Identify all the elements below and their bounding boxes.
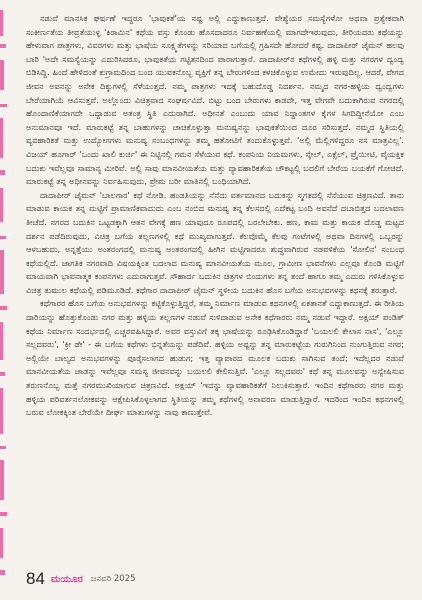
article-body <box>26 12 404 560</box>
page-footer <box>26 568 404 590</box>
page-number: 84 <box>26 569 45 588</box>
issue-date: ಜನವರಿ 2025 <box>90 574 136 584</box>
article-paragraph: ನಡುವೆ ಮಾನಸಿಕ ಘರ್ಷಣೆ ಇದ್ದರೂ 'ಭಾವುಕತೆ'ಯ ನಷ್ಟ ಅಲ್ಲಿ ಎದ್ದುಕಾಣುತ್ತದೆ. ವೇಶ್ಯೆಯರ ಸಮಸ್ಯೆಗಳೋ ಅಥವಾ ಪ್ರತ್ಯೇಕವಾಗಿ ಸಂಕೀರ್ಣತೆಯ ತೀವ್ರತೆಯುಳ್ಳ 'ಕಿರಾಮಿನ' ಕಥೆಯ ವಸ್ತು ಕೊಂಡು ಹೊಸದಾದರೂ ನಿರ್ವಹಣೆಯಲ್ಲಿ ಮಾಗದೇಇರುವುದು, ತೀರಿಯದರು ಕಥೆಯನ್ನು ಹೇಳುವಾಗ ಪಾತ್ರಗಳು, ವಿವರಗಳು ಮತ್ತು ಭಾಷೆಯ ಸೂಕ್ಷ್ಮತೆಗಳನ್ನು ಸರಿಯಾದ ಬಗೆಯಲ್ಲಿ ಗ್ರಹಿಸದೇ ಹೋದರೆ ಕಷ್ಟ. ದಾದಾಪೀರ್ ಜೈಮನ್ ಹಲವು ಬಾರಿ 'ಅದೇ ಸಮಸ್ಯೆಯನ್ನು ಎದುರಿಸಿದರೂ, ಭಾವುಕತೆಯ ಗಟ್ಟಿತನದಿಂದ ಪಾರಾಗುತ್ತಾರೆ. ದಾದಾಪೀರ್‌ರ ಕಥೆಗಳಲ್ಲಿ ಹಳ್ಳಿ ಮತ್ತು ನಗರಗಳ ದ್ವಂದ್ವ ಬಿಡಿಸಿದ್ದಿ. ಹಿಂದೆ ಹೇಳಿದಂತೆ ಕುಗ್ರಾಮದಿಂದ ಬಂದ ಯುವಕನೊಬ್ಬ ವ್ಯಕ್ತಿಗೆ ತನ್ನ ಬೇರುಗಳಿಂದ ಕಳಚಿಕೊಳ್ಳುವ ಉಮೇದು ಇರುವುದಿಲ್ಲ. ಆದರೆ, ವೇಗದ ಜೀವನ ಅವನನ್ನು ಅನೇಕ ದಿಕ್ಕುಗಳಲ್ಲಿ ಸೆಳೆಯುತ್ತದೆ. ನಮ್ಮ ಪಾತ್ರಗಳು ಇದಕ್ಕೆ ಬಹುದೊಡ್ಡ ನಿದರ್ಶನ. ನಮ್ಮದ ನಗರ-ಹಳ್ಳಿಯ ದ್ವಂದ್ವಗಳು ಬೇರೆಯಾಗಿಯೆ ಆವಿಸುತ್ತವೆ. ಅಲ್ಲೊಂದು ವಿಚಿತ್ರವಾದ ಸಂಘರ್ಷವಿದೆ. ಬಿಟ್ಟು ಬಂದ ಬೇರುಗಳು ಕಾಡದೇ, ಇತ್ತ ವೇಗವೇ ಬದುಕಾಗಿರುವ ನಗರದಲ್ಲಿ ಹೊಂದಾಣಿಕೆಯಾಗದೇ ಒದ್ದಾಡುವ ಅತಂತ್ರ ಸ್ಥಿತಿ ಎದುರಾಗಿದೆ. ಅಧೀನತೆ ಎಂಬುದು ಯಾವ ನಿದ್ದಾಂತಗಳ ಕೈಗಳ ಸಿಗದಿದ್ದೀನೆಯೋ ಎಂಬ ಅನುಮಾನವೂ ಇದೆ. ಮಾರುಕಟ್ಟೆ ತನ್ನ ಬಾಹುಗಳನ್ನು ಚಾಚಿಕೊಳ್ಳುತ್ತಾ ಮನುಷ್ಯನನ್ನು ಭಾವುಕತೆಯಿಂದ ದೂರ ಸರಿಸುತ್ತದೆ. ನಮ್ಮದ ಸ್ಥಿತಿಯಲ್ಲಿ ವ್ಯವಹಾರಿಕತೆ ಮತ್ತು ಉದ್ಯೋಗಗಳು ಮನುಷ್ಯ ಸಂಬಂಧಗಳನ್ನು ತಮ್ಮ ಹತೋಟಿಗೆ ತಂದುಕೊಳ್ಳುತ್ತವೆ. 'ಅಲ್ಲಿ ಮೆಲ್ಲಿಗಳಿದ್ದರೂ ನಸ ಮಾತ್ರವಿಲ್ಲ'. ವಿಜಯ್ ಹೂಗಾರ್ 'ಒಂದು ಖಾಲಿ ಕುರ್ಚಿ' ಈ ನಿಟ್ಟಿನಲ್ಲಿ ಗಮನ ಸೆಳೆಯುವ ಕಥೆ. ಕಂಪನಿಯ ನಿಯಮಗಳು, ಸ್ಕೇಲ್, ಎಕ್ಸೆಲ್, ಪ್ರೈಯೀಟಿ, ವೈಯಕ್ತಿಕ ಬದುಕು ಇವೆಲ್ಲವೂ ಸಾಮಾನ್ಯ ಮೀರಿವೆ. ಅಲ್ಲಿ ಸಾವು ಮಾನವೀಯತೆಯ ಮತ್ತು ವ್ಯಾವಹಾರಿಕತೆಯ ಚೌಕಟ್ಟಲ್ಲಿ ಬದಲಿಗೆ ಬೇರೆಯ ಬಯಕೆಗೆ ಗೋಚಿದೆ. ಮಾರುಕಟ್ಟೆ ತನ್ನ ಅಧೀನವನ್ನು ನಿರ್ವಹಿಸುವುದು, ಪ್ರೇಮ ಬರೀ ಮಾತಿನಲ್ಲಿ ಬಂಧಿಯಾಗಿದೆ. <box>26 13 404 187</box>
margin-decoration <box>0 0 14 600</box>
article-paragraph: ದಾದಾಪೀರ್ ಜೈಮನ್ 'ಬಾಲಗಾರ' ಕಥೆ ನೋಡಿ. ಹಂಡತಿಯನ್ನು ನೆನೆದು ವರ್ತಮಾನದ ಬದುಕನ್ನು ಸ್ಮಗತದಲ್ಲಿ ನೆನೆಯುವ ಚಿತ್ರಣವಿದೆ. ತಾನು ಮಾಡುವ ಕಾಯಕ ತನ್ನ ಮಟ್ಟಿಗೆ ಪ್ರಾಮಾಣಿಕವಾದುದು ಎಂಬ ನಂಬಿದ ಮನುಷ್ಯ ತನ್ನ ಕೆಲಸದಲ್ಲಿ ಎದೆಕಟ್ಟ ಬಂದಿ ಅವನೆದೆ ದಬಾಬಿತ್ತದ ಬದಲಾವಣ ತೀಚೆದೆ. ನಗರದ ಬದುಕಿನ ಒಟ್ಟಡಕ್ಕಾಗಿ ಆತನ ವೇಗಕ್ಕೆ ಹಣ ಯಾವುದೂ ರೂಪದಲ್ಲಿ ಬರಲೇಬೇಕು. ಹಣ, ಕಾಮ ಮತ್ತು ಕಾಯಕ ದೊಡ್ಡ ಮಟ್ಟದ ದರ್ಶನ ಪಡೆದಿರುವುದು, ವಿಚಿತ್ರ ಬಗೆಯ ತಲ್ಲಣಗಳಲ್ಲಿ ಕಥೆ ಮುಖ್ಯವಾಗುತ್ತದೆ. ಕೆಲವೊಮ್ಮೆ ಕೆಲವು ಗಂಟೆಗಳಲ್ಲಿ ಅಥವಾ ದಿನಗಳಲ್ಲಿ ಒಬ್ಬರನ್ನು ಆಳಬಹುದು, ಅನ್ನತ್ತೆಯು ಅಂತರಂಗದಲ್ಲಿ ಮನುಷ್ಯ ಅಂತರಂಗದಲ್ಲಿ ಹೀಗಿನ ಮಟ್ಟಿಗಾದರೂ ಶುದ್ಧವಾಗಿರುವ ನಡವಳಿಕೆಯ 'ಸೋಲಿನ' ಸಂಬಂಧ ಕಥೆಯಲ್ಲಿದೆ. ಜಾಗತಿಕ ನಗರವಾದಿ ವಿಷಯಕ್ಕಿಂತ ಬದಲಾದ ಮನುಷ್ಯ ಮಾನವೀಯತೆಯ ಮೂಲ, ಗ್ರಾಮೀಣ ಭಾವನೆಗಳು ಎಲ್ಲವೂ ಕೊಂಡಿ ಮಟ್ಟಿಗೆ ಮಾಯವಾಗಿ ಭಾವನಾತ್ಮಕ ಕಂಪನಗಳು ಎದುರಾಗುತ್ತವೆ. ಸೌಹಾರ್ದ ಬದುಕಿನ ಚಿತ್ರಗಳ ಬಿಂದುಗಳು ತನ್ನ ತಂದೆ ಹಾಗೂ ತಮ್ಮ ಎದುರು ಗಳಿಸಿಕೊಳ್ಳುವ ವಿಚಿತ್ರ ತುಮುಲ ಕಥೆಯಲ್ಲಿ ಪಡಿಮೂಡಿದೆ. ಕಥೆಗಾರ ದಾದಾಪೀರ್ ಜೈಮನ್ ಸ್ಥಳೀಯ ಬದುಕಿನ ಹೊಸ ಬಗೆಯ ಅನುಭವಗಳನ್ನು ಕಥನಕ್ಕೆ ತರುತ್ತಾರೆ. <box>26 189 404 295</box>
magazine-name: ಮಯೂರ <box>50 573 83 585</box>
article-paragraph: ಕಥೆಗಾರರ ಹೊಸ ಬಗೆಯ ಅನುಭವಗಳನ್ನು ಕಟ್ಟಿಕೊಳ್ಳುತ್ತಿದ್ದರೆ, ತಮ್ಮ ನಿರ್ಮಾಣ ಮಾಡುವ ಕಥನಗಳಲ್ಲಿ ಏಕತಾನತೆ ಎದ್ದುಕಾಣುತ್ತದೆ. ಈ ರೀತಿಯ ದಾರಿಯನ್ನು ಹೊತ್ತುಕೊಂಡು ನಗರ ಮತ್ತು ಹಳ್ಳಿಯ ತಲ್ಲಣಗಳ ನಡುವೆ ಸುಳಿದಾಡುವ ಅನೇಕ ಕಥೆಗಾರರು ನಮ್ಮ ನಡುವೆ ಇದ್ದಾರೆ. ಅಕ್ಷಯ್ ಪಂಡಿತ್ ಕಥೆಯ ನಿರ್ಮಾಣ ಸಂದರ್ಭದಲ್ಲಿ ಎಚ್ಚರವಹಿಸಿದ್ದಾರೆ. ಅವರ ವಸ್ತುವಿಗೆ ತಕ್ಕ ಭಾಷೆಯನ್ನು ರೂಢಿಸಿಕೊಂಡಿದ್ದಾರೆ 'ಬಯಲಲಿ ಕೇಲಾಸ ನಾಸ', 'ಎಲ್ಲೂ ಸಲ್ಲದವರು', 'ಕ್ರೀ ಡೇ' - ಈ ಬಗೆಯ ಕಥೆಗಳು ಭಿನ್ನತೆಯನ್ನು ಪಡೆದಿವೆ. ಹಳ್ಳಿಯ ಅಷ್ಟನ್ನು ತನ್ನ ಮಾರುಕಟ್ಟೆಯ ಗುರುಗಿನಿಂದ ನುಂಗುತ್ತಿರುವ ನಗರ; ಅಲ್ಲಿಯೇ ಬಾಲ್ಯದ ಅನುಭವಗಳನ್ನು ಪೂರೈಸಲಾಗದ ಹುಡುಗ; ಇತ್ತ ವ್ಯಾಪಾರದ ಮೂಲಕ ಬದುಕು ಸಾಗಿಸುವ ತಂದೆ; ಇದೆಲ್ಲದರ ನಡುವೆ ಮಾನವೀಯತೆಯ ಜಾಡನ್ನು ಇವೆಲ್ಲವೂ ಸಮಸ್ಯ ಜೀವನವನ್ನು ಬಯಲಲಿ ಕೇಲಿಸುತ್ತಿವೆ. 'ಎಲ್ಲೂ ಸಲ್ಲದವರು' ಕಥೆ ತನ್ನ ಮೂಲವನ್ನು ಅನ್ವೇಷಿಸುವ ತರುಣನೊಬ್ಬ ಮತ್ತೆ ನಗರಮುಖಿಯಾಗುವ ಚಿತ್ರಣವಿದೆ. ಅಕ್ಷಯ್ 'ಇದನ್ನು ವ್ಯಾವಹಾರಿಕತೆಗೆ ನಿಲುಕಿಸುತ್ತಾರೆ. ಇಂದಿನ ಕಥೆಗಾರರು ನಗರ ಮತ್ತು ಹಳ್ಳಿಯ ಪರಿವರ್ತನಲೋಕವನ್ನು ಆಕ್ಷೇಪಿಸಿಕೊಳ್ಳಲಾಗದ ಸ್ಥಿತಿಯನ್ನು ತಮ್ಮ ಕಥೆಗಳಲ್ಲಿ ಅನಾವರಣ ಮಾಡುತ್ತಿದ್ದಾರೆ. ಇದರಿಂದ ಇಂದಿನ ಕಥನಗಳಲ್ಲಿ ಬರುವ ಲೋಕಕ್ಕಿಂತ ಬೇರೆಯೇ ದೀರ್ಘ ಮಾತುಗಳನ್ನು ನಾವು ಕಾಣುತ್ತೇವೆ. <box>26 298 404 418</box>
